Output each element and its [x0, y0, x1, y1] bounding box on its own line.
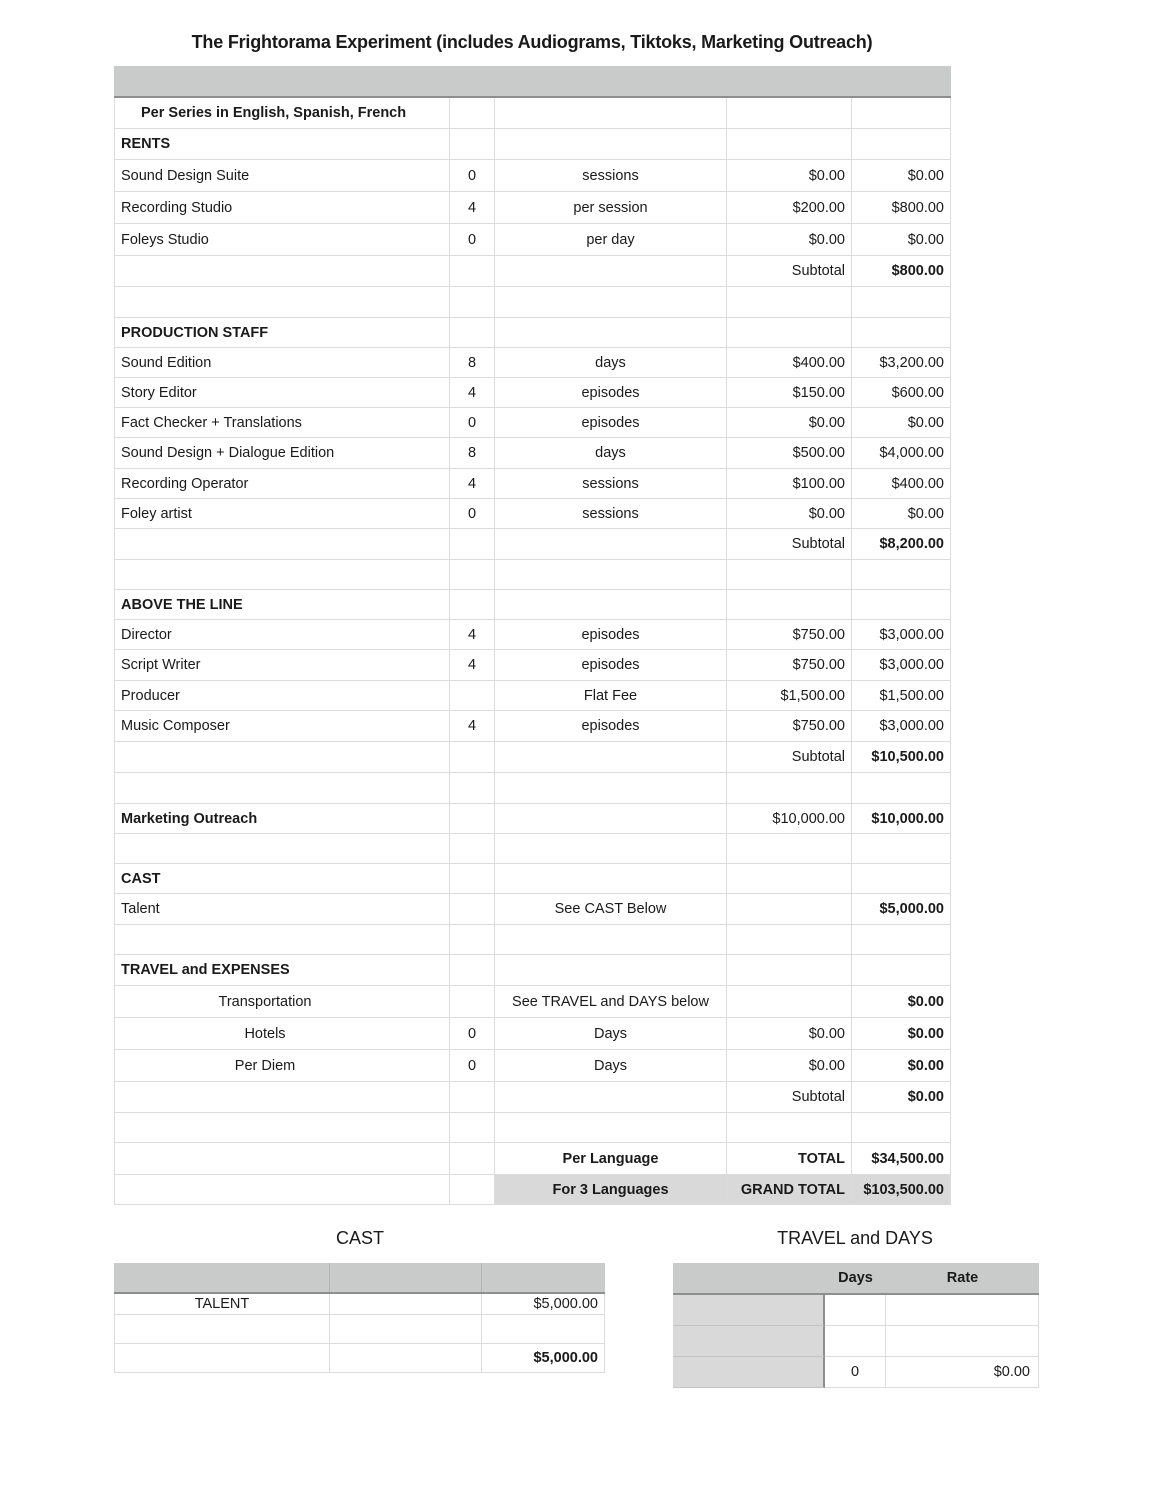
- total-cell: $1,500.00: [852, 681, 951, 710]
- unit-cell: Days: [495, 1050, 727, 1081]
- spacer-row: [114, 834, 951, 864]
- table-row: [114, 160, 951, 192]
- total-cell: $3,000.00: [852, 620, 951, 649]
- unit-cell: sessions: [495, 499, 727, 528]
- total-cell: $0.00: [852, 986, 951, 1017]
- unit-cell: Days: [495, 1018, 727, 1049]
- budget-header-bar: [114, 66, 951, 98]
- line-item: Foley artist: [114, 499, 450, 528]
- line-item: Talent: [114, 894, 450, 924]
- table-row: [114, 98, 951, 129]
- total-cell: $0.00: [852, 1018, 951, 1049]
- rate-cell: $150.00: [727, 378, 852, 407]
- rate-cell: $200.00: [727, 192, 852, 223]
- total-cell: $0.00: [852, 408, 951, 437]
- per-language-label: Per Language: [495, 1143, 727, 1174]
- line-item: Fact Checker + Translations: [114, 408, 450, 437]
- section-heading: PRODUCTION STAFF: [114, 318, 450, 347]
- unit-cell: episodes: [495, 620, 727, 649]
- page-title: The Frightorama Experiment (includes Audiograms, Tiktoks, Marketing Outreach): [191, 32, 873, 52]
- rate-cell: $750.00: [727, 620, 852, 649]
- total-cell: $0.00: [852, 1050, 951, 1081]
- table-row: [114, 894, 951, 925]
- table-row: [673, 1357, 1039, 1388]
- unit-cell: Flat Fee: [495, 681, 727, 710]
- days-column-header: Days: [838, 1270, 873, 1286]
- rate-cell: $750.00: [727, 650, 852, 680]
- qty-cell: 0: [450, 1018, 495, 1049]
- section-heading-row: [114, 129, 951, 160]
- spacer-row: [114, 925, 951, 955]
- section-heading: ABOVE THE LINE: [114, 590, 450, 619]
- table-row: [114, 192, 951, 224]
- table-row: [114, 804, 951, 834]
- rate-cell: $1,500.00: [727, 681, 852, 710]
- section-heading: CAST: [114, 864, 450, 893]
- table-row: [114, 469, 951, 499]
- spacer-row: [114, 287, 951, 318]
- line-item: Script Writer: [114, 650, 450, 680]
- table-row: [114, 348, 951, 378]
- line-item: Per Diem: [114, 1050, 450, 1081]
- total-cell: $0.00: [852, 499, 951, 528]
- total-cell: $3,000.00: [852, 711, 951, 741]
- subtotal-value: $10,500.00: [852, 742, 951, 772]
- rate-cell: $10,000.00: [727, 804, 852, 833]
- total-cell: $0.00: [852, 160, 951, 191]
- rate-cell: $100.00: [727, 469, 852, 498]
- line-item: Producer: [114, 681, 450, 710]
- unit-cell: days: [495, 348, 727, 377]
- unit-cell: sessions: [495, 469, 727, 498]
- table-row: [114, 378, 951, 408]
- subtotal-value: $800.00: [852, 256, 951, 286]
- table-row: [673, 1326, 1039, 1357]
- section-heading: TRAVEL and EXPENSES: [114, 955, 450, 985]
- rate-cell: $500.00: [727, 438, 852, 468]
- subtotal-label: Subtotal: [727, 529, 852, 559]
- line-item: Sound Design + Dialogue Edition: [114, 438, 450, 468]
- travel-table: [673, 1263, 1039, 1388]
- spacer-row: [114, 773, 951, 804]
- unit-cell: per session: [495, 192, 727, 223]
- travel-header-bar: [673, 1263, 1039, 1295]
- subtotal-value: $0.00: [852, 1082, 951, 1112]
- series-label: Per Series in English, Spanish, French: [114, 98, 450, 128]
- qty-cell: 8: [450, 348, 495, 377]
- days-value: 0: [825, 1357, 886, 1388]
- grand-total-row: [114, 1175, 951, 1205]
- total-cell: $3,200.00: [852, 348, 951, 377]
- subtotal-label: Subtotal: [727, 1082, 852, 1112]
- total-cell: $10,000.00: [852, 804, 951, 833]
- line-item: Director: [114, 620, 450, 649]
- total-cell: $4,000.00: [852, 438, 951, 468]
- table-row: [114, 408, 951, 438]
- qty-cell: 0: [450, 224, 495, 255]
- total-cell: $800.00: [852, 192, 951, 223]
- unit-cell: days: [495, 438, 727, 468]
- section-heading-row: [114, 955, 951, 986]
- unit-cell: episodes: [495, 378, 727, 407]
- table-row: [673, 1295, 1039, 1326]
- cast-table: [114, 1263, 605, 1373]
- grand-total-label: GRAND TOTAL: [727, 1175, 852, 1204]
- table-row: [114, 1018, 951, 1050]
- section-heading-row: [114, 318, 951, 348]
- section-heading-row: [114, 864, 951, 894]
- talent-label: TALENT: [114, 1294, 330, 1314]
- total-cell: $0.00: [852, 224, 951, 255]
- qty-cell: [450, 986, 495, 1017]
- rate-column-header: Rate: [946, 1270, 979, 1286]
- cast-header-bar: [114, 1263, 605, 1294]
- total-cell: $400.00: [852, 469, 951, 498]
- qty-cell: 8: [450, 438, 495, 468]
- table-row: [114, 650, 951, 681]
- section-heading: RENTS: [114, 129, 450, 159]
- line-item: Marketing Outreach: [114, 804, 450, 833]
- table-row: [114, 224, 951, 256]
- total-value: $34,500.00: [852, 1143, 951, 1174]
- grand-total-value: $103,500.00: [852, 1175, 951, 1204]
- qty-cell: 4: [450, 469, 495, 498]
- unit-cell: per day: [495, 224, 727, 255]
- table-row: [114, 499, 951, 529]
- cast-table-title: CAST: [335, 1228, 384, 1248]
- cast-sum-value: $5,000.00: [482, 1344, 605, 1372]
- unit-cell: episodes: [495, 650, 727, 680]
- qty-cell: 4: [450, 650, 495, 680]
- table-row: [114, 986, 951, 1018]
- rate-cell: $0.00: [727, 224, 852, 255]
- table-row: [114, 711, 951, 742]
- total-label: TOTAL: [727, 1143, 852, 1174]
- rate-value: $0.00: [886, 1357, 1039, 1388]
- line-item: Sound Edition: [114, 348, 450, 377]
- rate-cell: $0.00: [727, 1050, 852, 1081]
- qty-cell: 4: [450, 192, 495, 223]
- qty-cell: 4: [450, 620, 495, 649]
- rate-cell: [727, 986, 852, 1017]
- subtotal-row: [114, 256, 951, 287]
- table-row: [114, 438, 951, 469]
- rate-cell: $0.00: [727, 160, 852, 191]
- section-heading-row: [114, 590, 951, 620]
- table-row: [114, 1294, 605, 1315]
- subtotal-label: Subtotal: [727, 742, 852, 772]
- line-item: Music Composer: [114, 711, 450, 741]
- unit-cell: sessions: [495, 160, 727, 191]
- line-item: Foleys Studio: [114, 224, 450, 255]
- table-row: [114, 620, 951, 650]
- rate-cell: $0.00: [727, 1018, 852, 1049]
- talent-value: $5,000.00: [482, 1294, 605, 1314]
- languages-label: For 3 Languages: [495, 1175, 727, 1204]
- total-row: [114, 1143, 951, 1175]
- spacer-row: [114, 1315, 605, 1344]
- subtotal-row: [114, 529, 951, 560]
- travel-table-title: TRAVEL and DAYS: [777, 1228, 933, 1248]
- qty-cell: 4: [450, 378, 495, 407]
- qty-cell: 0: [450, 408, 495, 437]
- line-item: Story Editor: [114, 378, 450, 407]
- qty-cell: 0: [450, 1050, 495, 1081]
- unit-cell: episodes: [495, 408, 727, 437]
- unit-cell: See CAST Below: [495, 894, 727, 924]
- rate-cell: $400.00: [727, 348, 852, 377]
- total-cell: $3,000.00: [852, 650, 951, 680]
- qty-cell: 0: [450, 499, 495, 528]
- line-item: Recording Operator: [114, 469, 450, 498]
- total-cell: $5,000.00: [852, 894, 951, 924]
- line-item: Recording Studio: [114, 192, 450, 223]
- line-item: Hotels: [114, 1018, 450, 1049]
- subtotal-label: Subtotal: [727, 256, 852, 286]
- rate-cell: $0.00: [727, 499, 852, 528]
- qty-cell: 0: [450, 160, 495, 191]
- subtotal-value: $8,200.00: [852, 529, 951, 559]
- unit-cell: episodes: [495, 711, 727, 741]
- rate-cell: $0.00: [727, 408, 852, 437]
- rate-cell: $750.00: [727, 711, 852, 741]
- unit-cell: See TRAVEL and DAYS below: [495, 986, 727, 1017]
- spacer-row: [114, 560, 951, 590]
- subtotal-row: [114, 742, 951, 773]
- subtotal-row: [114, 1082, 951, 1113]
- table-row: [114, 1050, 951, 1082]
- qty-cell: 4: [450, 711, 495, 741]
- total-cell: $600.00: [852, 378, 951, 407]
- spacer-row: [114, 1113, 951, 1143]
- line-item: Transportation: [114, 986, 450, 1017]
- line-item: Sound Design Suite: [114, 160, 450, 191]
- sum-row: [114, 1344, 605, 1373]
- qty-cell: [450, 681, 495, 710]
- budget-table: [114, 66, 951, 1205]
- table-row: [114, 681, 951, 711]
